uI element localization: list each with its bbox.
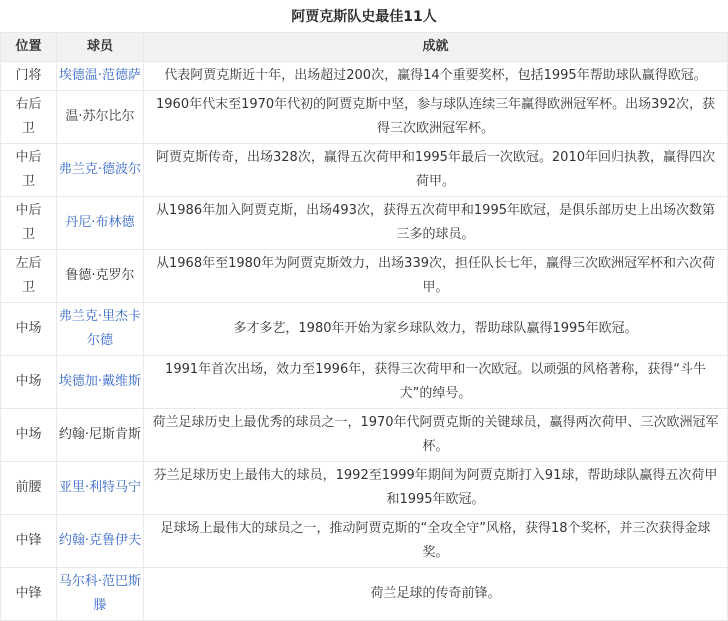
- player-cell: [57, 144, 144, 197]
- achievement-cell: 1960年代末至1970年代初的阿贾克斯中坚，参与球队连续三年赢得欧洲冠军杯。出场392次，获得三次欧洲冠军杯。: [144, 91, 728, 144]
- position-cell: 中后卫: [1, 144, 57, 197]
- column-header-position: 位置: [1, 33, 57, 62]
- player-link[interactable]: 马尔科·范巴斯滕: [58, 574, 142, 613]
- achievement-cell: 芬兰足球历史上最伟大的球员，1992至1999年期间为阿贾克斯打入91球，帮助球队赢得五次荷甲和1995年欧冠。: [144, 462, 728, 515]
- position-cell: 中锋: [1, 515, 57, 568]
- table-row: [1, 568, 728, 621]
- player-name: 鲁德·克罗尔: [65, 268, 135, 283]
- achievement-cell: 从1986年加入阿贾克斯，出场493次，获得五次荷甲和1995年欧冠，是俱乐部历史上出场次数第三多的球员。: [144, 197, 728, 250]
- position-cell: 中后卫: [1, 197, 57, 250]
- page-title: 阿贾克斯队史最佳11人: [291, 9, 437, 25]
- player-link[interactable]: 弗兰克·德波尔: [58, 162, 142, 177]
- column-header-player: 球员: [57, 33, 144, 62]
- player-cell: [57, 409, 144, 462]
- table-row: [1, 515, 728, 568]
- table-row: [1, 62, 728, 91]
- player-name: 约翰·尼斯肯斯: [58, 427, 142, 442]
- table-row: [1, 250, 728, 303]
- achievement-cell: 多才多艺，1980年开始为家乡球队效力，帮助球队赢得1995年欧冠。: [144, 303, 728, 356]
- table-row: [1, 144, 728, 197]
- achievement-cell: 1991年首次出场，效力至1996年，获得三次荷甲和一次欧冠。以顽强的风格著称，获得“斗牛犬”的绰号。: [144, 356, 728, 409]
- player-cell: [57, 568, 144, 621]
- achievement-cell: 荷兰足球历史上最优秀的球员之一，1970年代阿贾克斯的关键球员，赢得两次荷甲、三次欧洲冠军杯。: [144, 409, 728, 462]
- position-cell: 中场: [1, 303, 57, 356]
- player-cell: [57, 91, 144, 144]
- achievement-cell: 代表阿贾克斯近十年，出场超过200次，赢得14个重要奖杯，包括1995年帮助球队赢得欧冠。: [144, 62, 728, 91]
- table-row: [1, 91, 728, 144]
- position-cell: 中锋: [1, 568, 57, 621]
- table-row: [1, 462, 728, 515]
- position-cell: 中场: [1, 356, 57, 409]
- player-link[interactable]: 弗兰克·里杰卡尔德: [58, 309, 142, 348]
- player-cell: [57, 197, 144, 250]
- position-cell: 中场: [1, 409, 57, 462]
- player-cell: [57, 303, 144, 356]
- position-cell: 前腰: [1, 462, 57, 515]
- achievement-cell: 足球场上最伟大的球员之一，推动阿贾克斯的“全攻全守”风格，获得18个奖杯，并三次获得金球奖。: [144, 515, 728, 568]
- position-cell: 右后卫: [1, 91, 57, 144]
- player-link[interactable]: 亚里·利特马宁: [58, 480, 142, 495]
- player-link[interactable]: 约翰·克鲁伊夫: [58, 533, 142, 548]
- player-link[interactable]: 埃德加·戴维斯: [58, 374, 142, 389]
- table-row: [1, 303, 728, 356]
- position-cell: 左后卫: [1, 250, 57, 303]
- column-header-achievement: 成就: [144, 33, 728, 62]
- best11-table: [0, 32, 728, 621]
- player-cell: [57, 515, 144, 568]
- player-name: 温·苏尔比尔: [65, 109, 135, 124]
- achievement-cell: 从1968年至1980年为阿贾克斯效力，出场339次，担任队长七年，赢得三次欧洲冠军杯和六次荷甲。: [144, 250, 728, 303]
- table-row: [1, 356, 728, 409]
- achievement-cell: 荷兰足球的传奇前锋。: [144, 568, 728, 621]
- table-row: [1, 409, 728, 462]
- player-cell: [57, 462, 144, 515]
- achievement-cell: 阿贾克斯传奇，出场328次，赢得五次荷甲和1995年最后一次欧冠。2010年回归执教，赢得四次荷甲。: [144, 144, 728, 197]
- position-cell: 门将: [1, 62, 57, 91]
- player-link[interactable]: 埃德温·范德萨: [58, 68, 142, 83]
- player-cell: [57, 356, 144, 409]
- table-row: [1, 197, 728, 250]
- player-cell: [57, 250, 144, 303]
- player-link[interactable]: 丹尼·布林德: [65, 215, 135, 230]
- player-cell: [57, 62, 144, 91]
- table-header-row: [1, 33, 728, 62]
